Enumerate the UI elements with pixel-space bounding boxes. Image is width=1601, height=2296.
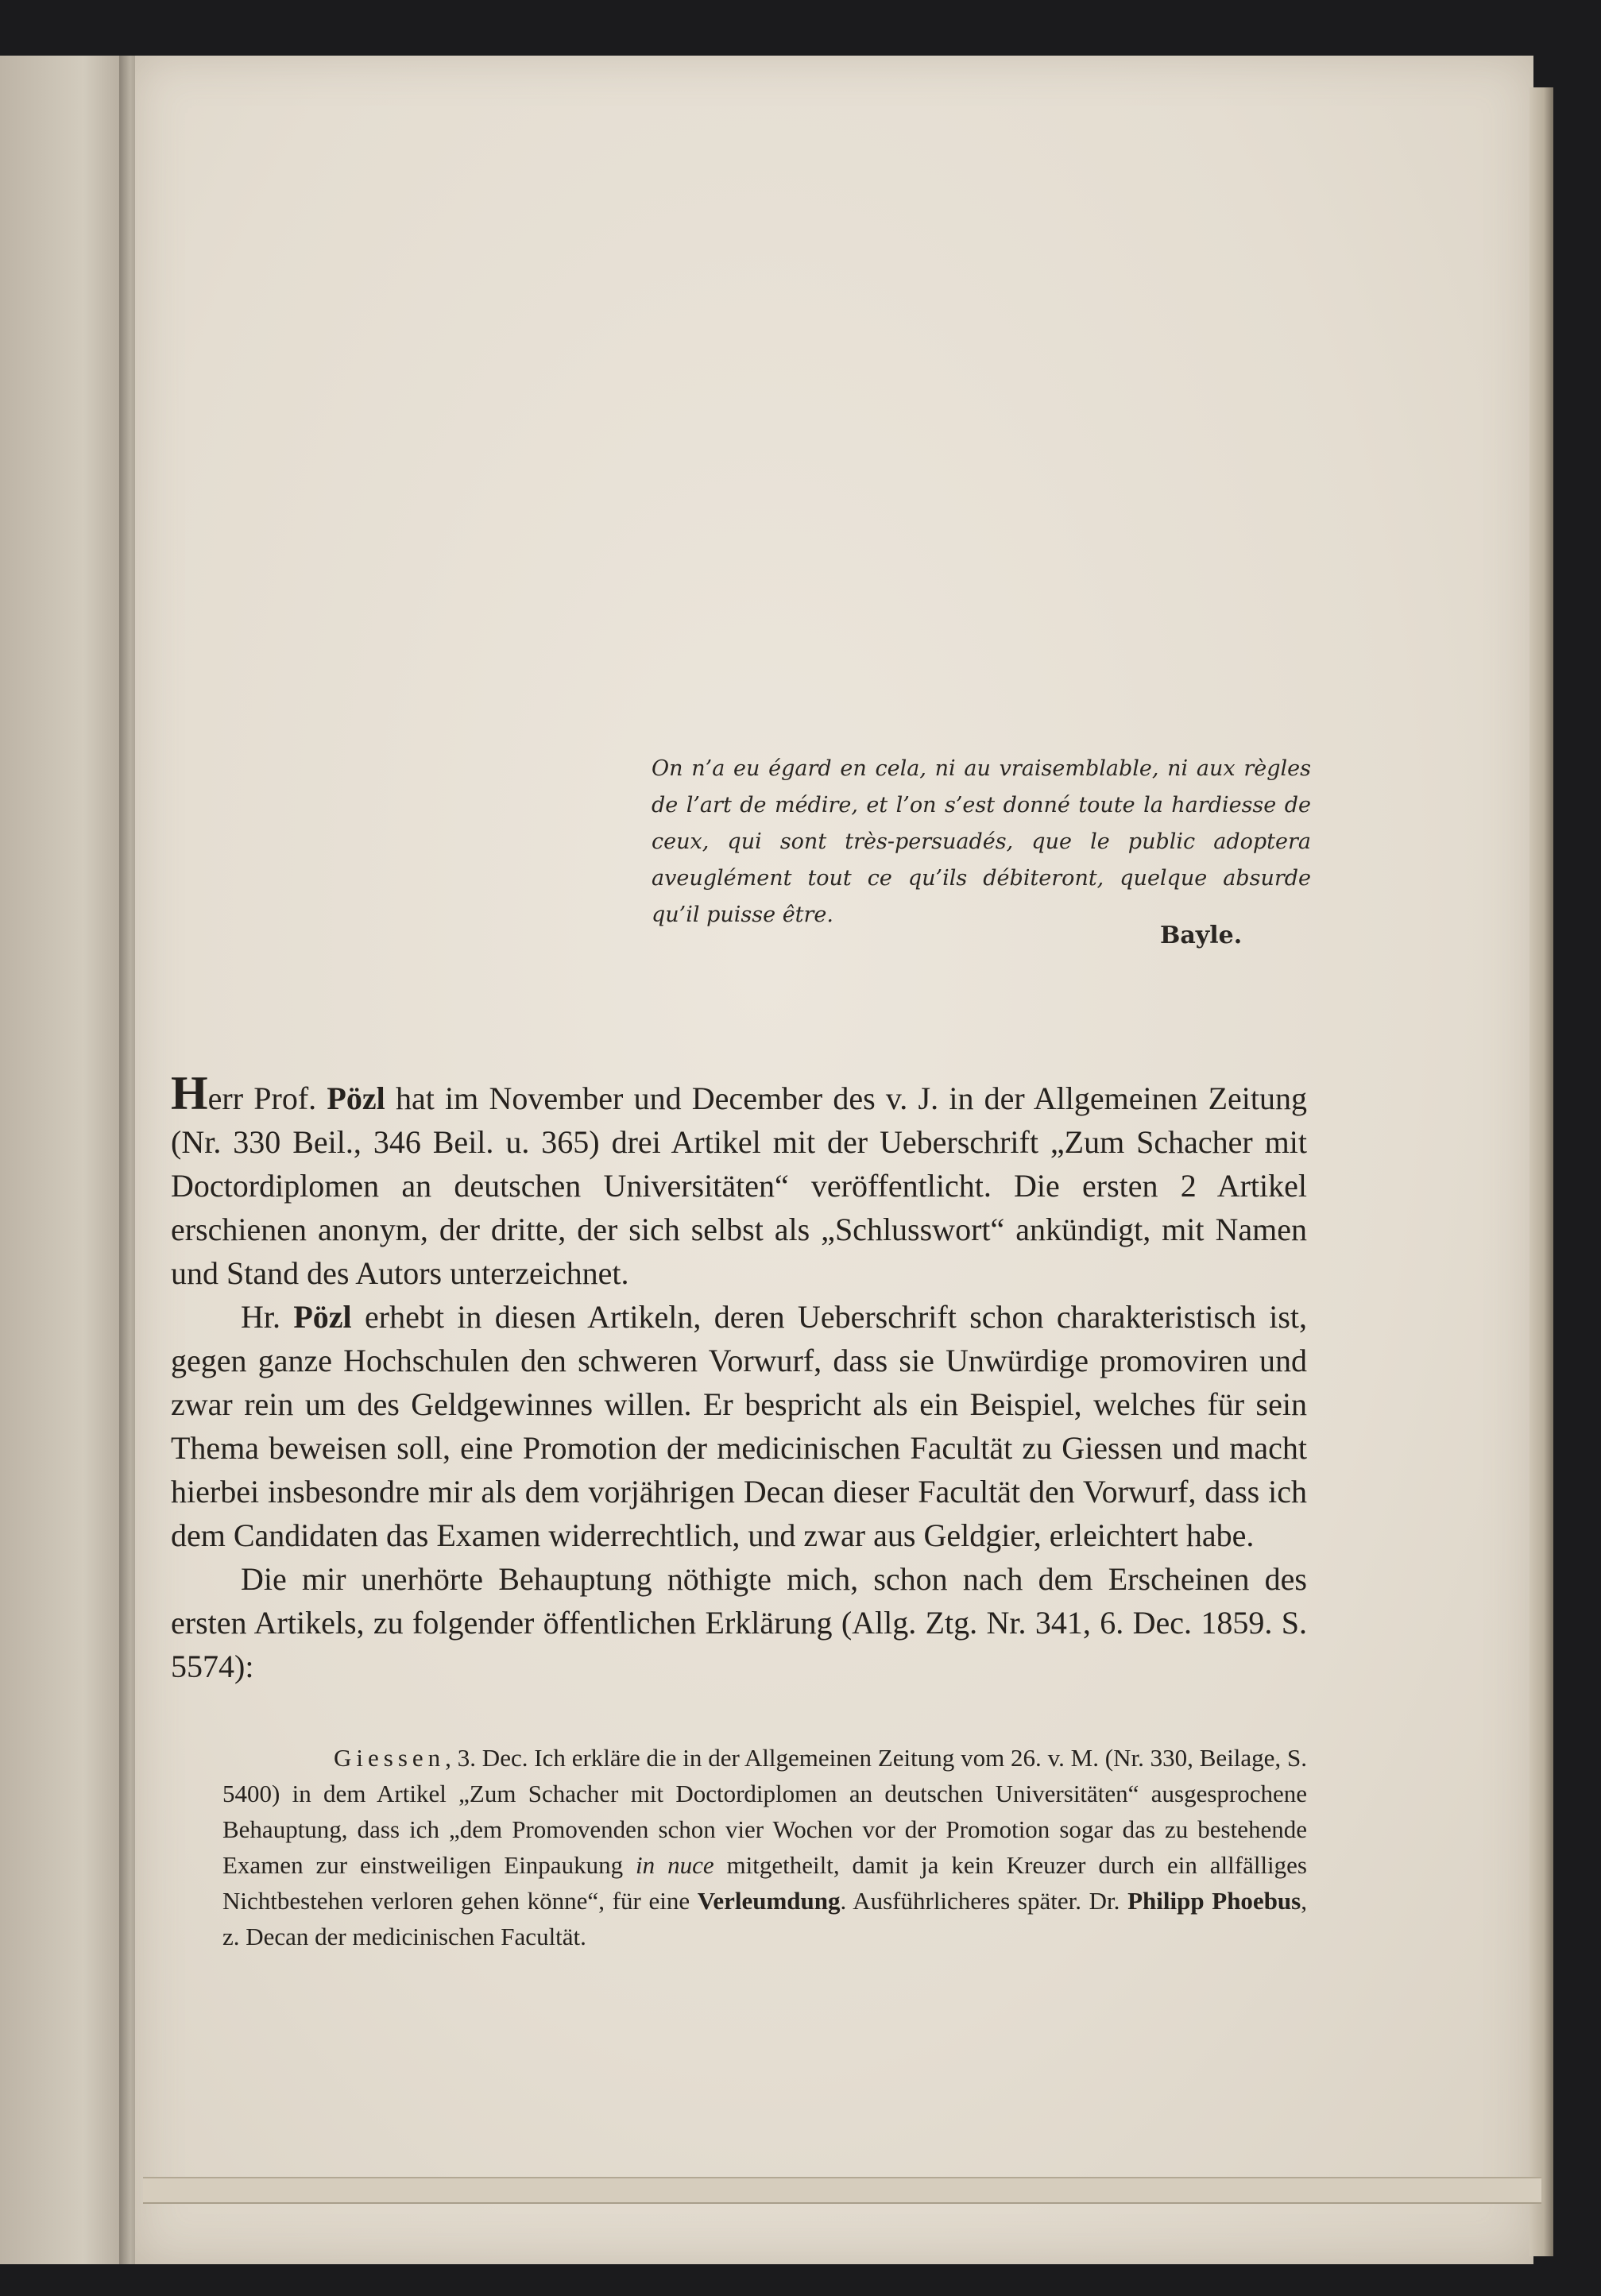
- epigraph-quote: On n’a eu égard en cela, ni au vraisemblable, ni aux règles de l’art de médire, et l’on s’est donné toute la hardiesse de ceux, qui sont très-persuadés, que le public adoptera aveuglément tout ce qu’ils débiteront, quelque absurde qu’il puisse être.: [652, 756, 1311, 927]
- declaration-quote: Giessen, 3. Dec. Ich erkläre die in der Allgemeinen Zeitung vom 26. v. M. (Nr. 330, Beilage, S. 5400) in dem Artikel „Zum Schacher mit Doctordiplomen an deutschen Universitäten“ ausgesprochene Behauptung, dass ich „dem Promovenden schon vier Wochen vor der Promotion sogar das zu bestehende Examen zur einstweiligen Einpaukung in nuce mitgetheilt, damit ja kein Kreuzer durch ein allfälliges Nichtbestehen verloren gehen könne“, für eine Verleumdung. Ausführlicheres später. Dr. Philipp Phoebus, z. Decan der medicinischen Facultät.: [222, 1744, 1307, 1950]
- author-name: Pözl: [293, 1299, 352, 1335]
- page-edge: [1529, 87, 1553, 2256]
- initial-letter: H: [171, 1067, 208, 1119]
- main-text: [171, 1067, 1308, 1688]
- paragraph-1: Herr Prof. Pözl hat im November und December des v. J. in der Allgemeinen Zeitung (Nr. 330 Beil., 346 Beil. u. 365) drei Artikel mit der Ueberschrift „Zum Schacher mit Doctordiplomen an deutschen Universitäten“ veröffentlicht. Die ersten 2 Artikel erschienen anonym, der dritte, der sich selbst als „Schlusswort“ ankündigt, mit Namen und Stand des Autors unterzeichnet.: [171, 1067, 1308, 1291]
- declaration-signer: Philipp Phoebus: [1127, 1887, 1301, 1915]
- page-bottom-edge: [143, 2177, 1541, 2204]
- paragraph-2: Hr. Pözl erhebt in diesen Artikeln, deren Ueberschrift schon charakteristisch ist, gegen ganze Hochschulen den schweren Vorwurf, dass sie Unwürdige promoviren und zwar rein um des Geldgewinnes willen. Er bespricht als ein Beispiel, welches für sein Thema beweisen soll, eine Promotion der medicinischen Facultät zu Giessen und macht hierbei insbesondre mir als dem vorjährigen Decan dieser Facultät den Vorwurf, dass ich dem Candidaten das Examen widerrechtlich, und zwar aus Geldgier, erleichtert habe.: [171, 1299, 1307, 1553]
- author-name: Pözl: [327, 1080, 385, 1116]
- epigraph-author: Bayle.: [1160, 922, 1243, 949]
- facing-page: [0, 56, 119, 2264]
- paragraph-3: Die mir unerhörte Behauptung nöthigte mich, schon nach dem Erscheinen des ersten Artikels, zu folgender öffentlichen Erklärung (Allg. Ztg. Nr. 341, 6. Dec. 1859. S. 5574):: [171, 1561, 1307, 1684]
- declaration-place: Giessen: [334, 1744, 446, 1772]
